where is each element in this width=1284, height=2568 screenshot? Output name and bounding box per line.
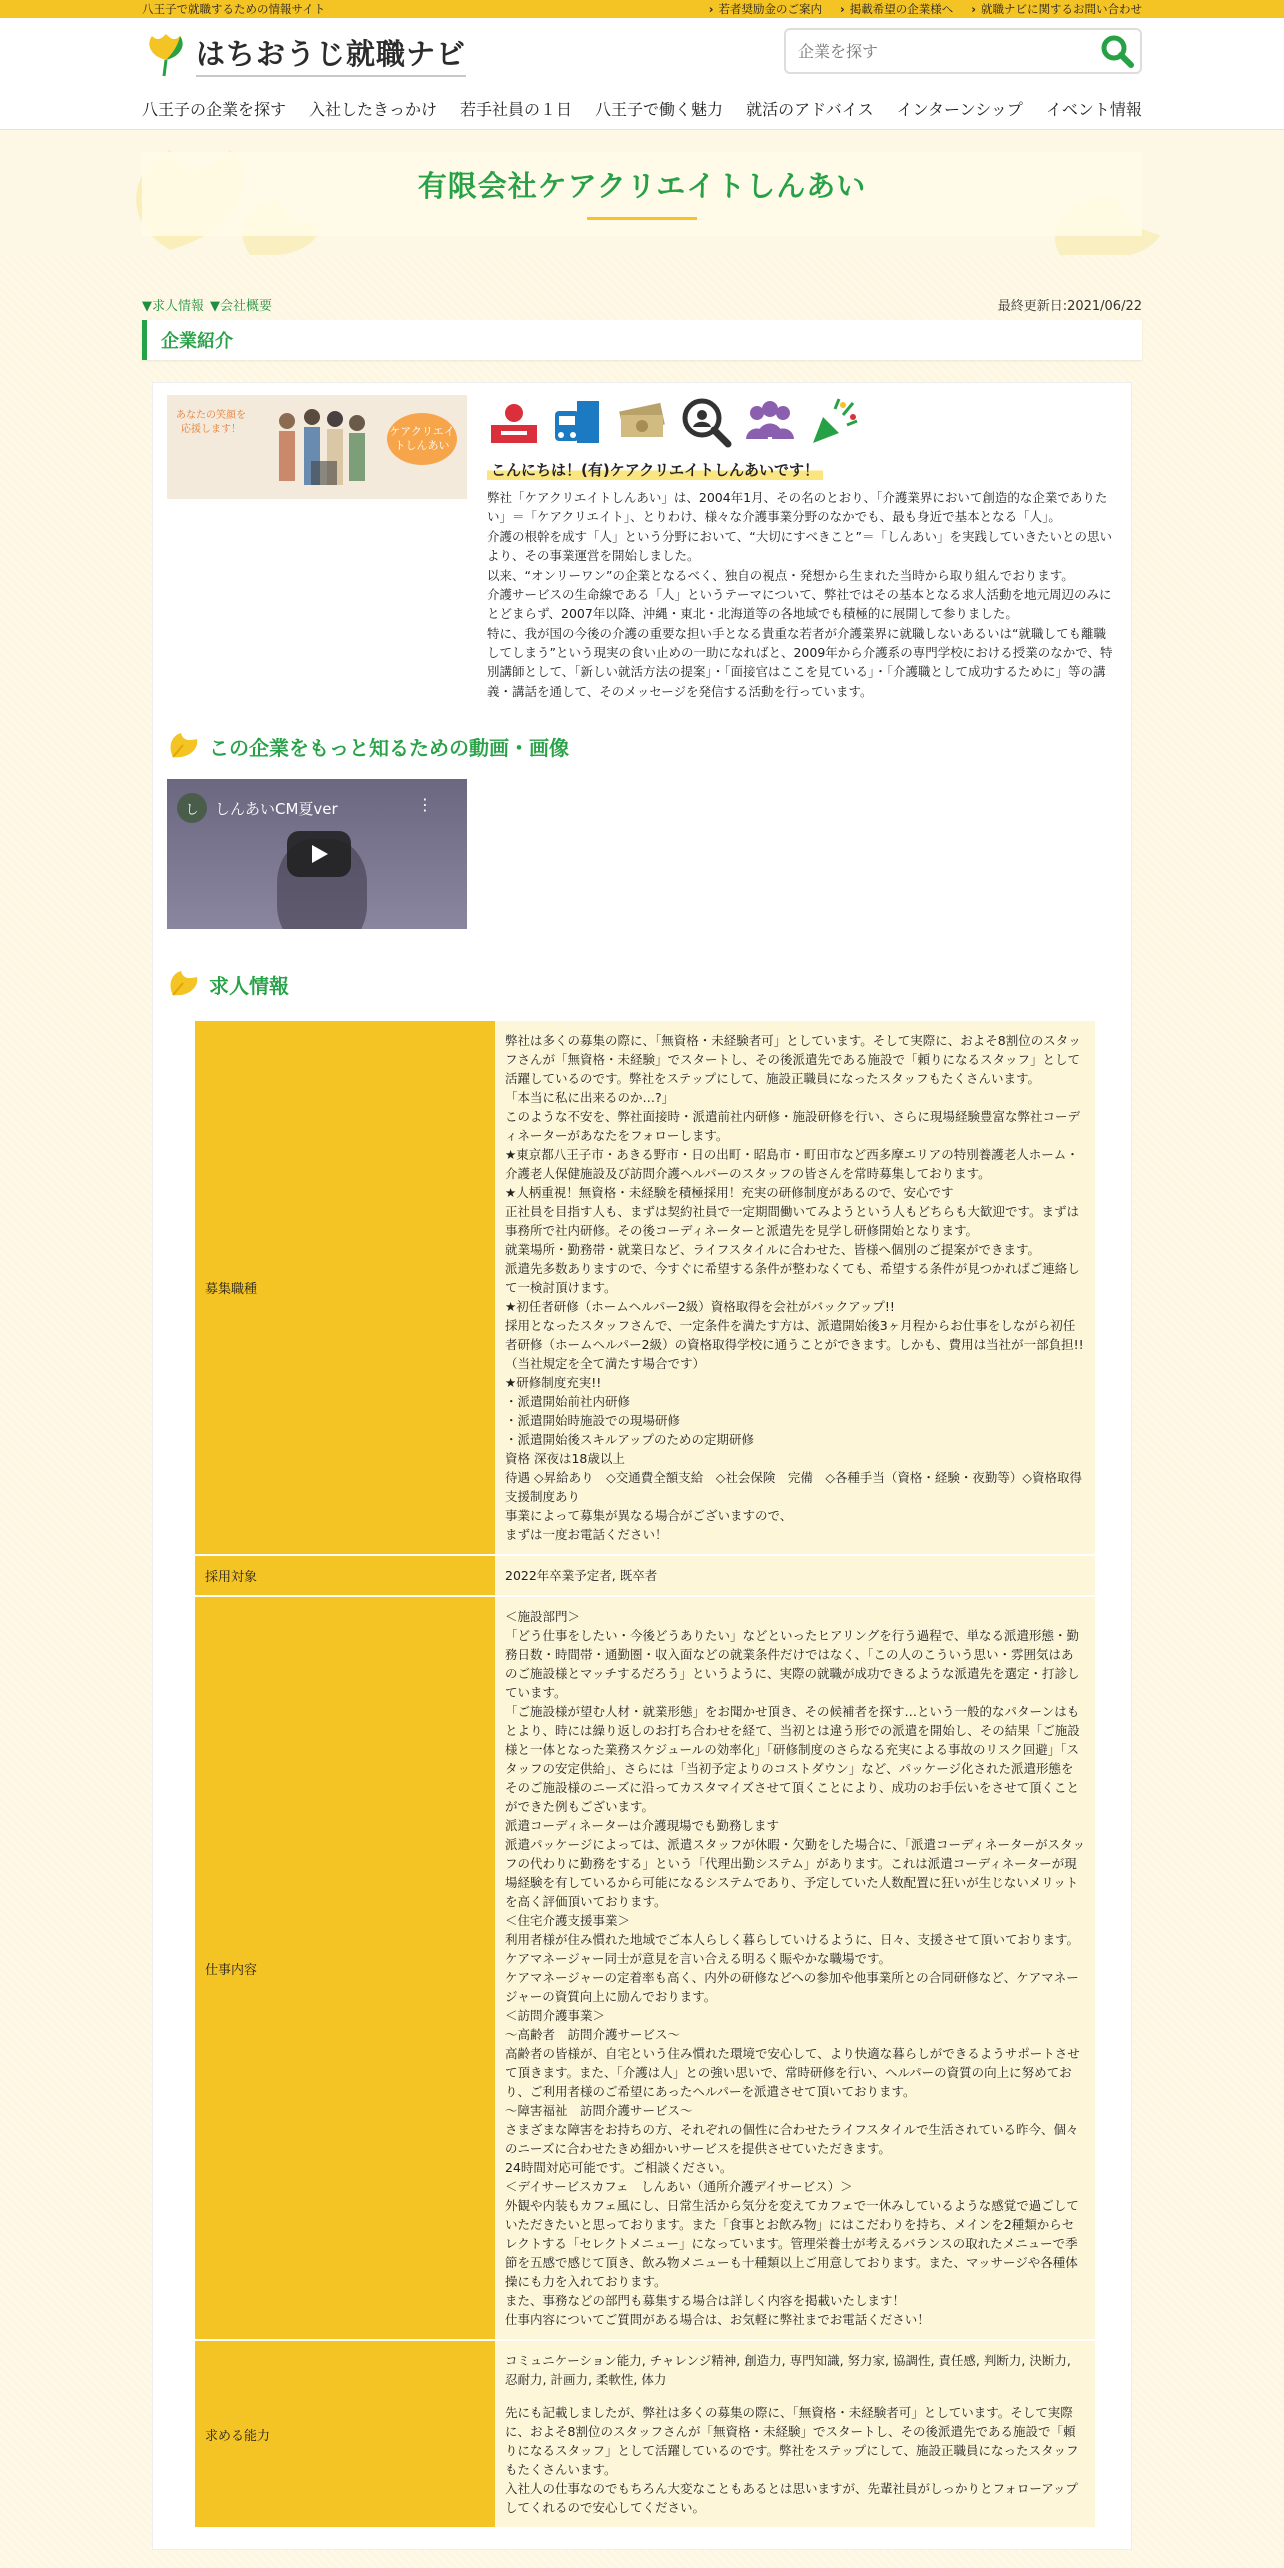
text-line: ★人柄重視！無資格・未経験を積極採用！充実の研修制度があるので、安心です	[505, 1185, 954, 1201]
text-line: ～高齢者 訪問介護サービス～	[505, 2027, 681, 2043]
nav-item-internship[interactable]: インターンシップ	[896, 100, 1023, 119]
search-button[interactable]	[1094, 30, 1140, 72]
text-line: ・派遣開始前社内研修	[505, 1394, 631, 1410]
media-heading	[167, 731, 1117, 761]
text-line: このような不安を、弊社面接時・派遣前社内研修・施設研修を行い、さらに現場経験豊富な弊社コーディネーターがあなたをフォローします。	[505, 1109, 1081, 1144]
text-line: コミュニケーション能力, チャレンジ精神, 創造力, 専門知識, 努力家, 協調性, 責任感, 判断力, 決断力, 忍耐力, 計画力, 柔軟性, 体力	[505, 2353, 1071, 2388]
row-value	[495, 1021, 1095, 1555]
nav-item-appeal[interactable]: 八王子で働く魅力	[595, 100, 724, 119]
text-line: ～障害福祉 訪問介護サービス～	[505, 2103, 693, 2119]
ginkgo-leaf-icon	[167, 731, 201, 761]
text-line: ・派遣開始後スキルアップのための定期研修	[505, 1432, 755, 1448]
text-line: 就業場所・勤務帯・就業日など、ライフスタイルに合わせた、皆様へ個別のご提案ができます。	[505, 1242, 1041, 1258]
page-background	[0, 255, 1284, 2568]
company-name: 有限会社ケアクリエイトしんあい	[417, 169, 867, 203]
job-info-table	[195, 1021, 1095, 2529]
text-line	[505, 2389, 1085, 2403]
logo-text: はちおうじ就職ナビ	[196, 32, 466, 77]
text-line: ＜訪問介護事業＞	[505, 2008, 606, 2024]
team-icon	[743, 395, 797, 449]
money-icon	[615, 395, 669, 449]
jump-link-jobs[interactable]: ▼求人情報	[142, 299, 204, 314]
section-heading-company-intro: 企業紹介	[142, 320, 1142, 360]
text-line: 「ご施設様が望む人材・就業形態」をお聞かせ頂き、その候補者を探す…という一般的なパターンはもとより、時には繰り返しのお打ち合わせを経て、当初とは違う形での派遣を開始し、その結果「ご施設様と一体となった業務スケジュールの効率化」「研修制度のさらなる充実による事故のリスク回避」「スタッフの安定供給」、さらには「当初予定よりのコストダウン」など、パッケージ化された派遣形態をそのご施設様のニーズに沿ってカスタマイズさせて頂くことにより、成功のお手伝いをさせて頂くことができた例もございます。	[505, 1704, 1080, 1815]
text-line: 利用者様が住み慣れた地域でご本人らしく暮らしていけるように、日々、支援させて頂いております。	[505, 1932, 1080, 1948]
banner-slogan: あなたの笑顔を応援します！	[176, 410, 246, 435]
text-line: ＜施設部門＞	[505, 1609, 581, 1625]
text-line: また、事務などの部門も募集する場合は詳しく内容を掲載いたします！	[505, 2293, 906, 2309]
intro-paragraph: 弊社「ケアクリエイトしんあい」は、2004年1月、その名のとおり、「介護業界において創造的な企業でありたい」＝「ケアクリエイト」、とりわけ、様々な介護事業分野のなかでも、最も身近で基本となる「人」。	[487, 490, 1108, 525]
staff-illustration	[267, 399, 377, 497]
play-button[interactable]	[287, 831, 351, 877]
text-line: 「本当に私に出来るのか…?」	[505, 1090, 675, 1106]
row-label: 仕事内容	[195, 1596, 495, 2340]
media-heading-text: この企業をもっと知るための動画・画像	[209, 735, 569, 760]
youtube-video-player[interactable]	[167, 779, 467, 929]
text-line: 外観や内装もカフェ風にし、日常生活から気分を変えてカフェで一休みしているような感覚で過ごしていただきたいと思っております。また「食事とお飲み物」にはこだわりを持ち、メインを2種類からセレクトする「セレクトメニュー」になっています。管理栄養士が考えるバランスの取れたメニューで季節を五感で感じて頂き、飲み物メニューも十種類以上ご用意しております。また、マッサージや各種体操にも力を入れております。	[505, 2198, 1079, 2290]
text-line: 仕事内容についてご質問がある場合は、お気軽に弊社までお電話ください！	[505, 2312, 930, 2328]
ginkgo-leaf-icon	[142, 30, 190, 78]
text-line: 先にも記載しましたが、弊社は多くの募集の際に、「無資格・未経験者可」としています。そして実際に、およそ8割位のスタッフさんが「無資格・未経験」でスタートし、その後派遣先である施設で「頼りになるスタッフ」として活躍しているのです。弊社をステップにして、施設正職員になったスタッフもたくさんいます。	[505, 2405, 1079, 2478]
jobs-heading	[167, 969, 1117, 999]
intro-paragraph: 介護の根幹を成す「人」という分野において、“大切にすべきこと”＝「しんあい」を実践していきたいとの思いより、その事業運営を開始しました。	[487, 528, 1112, 564]
company-search	[784, 28, 1142, 74]
table-row	[195, 2340, 1095, 2528]
row-value	[495, 2340, 1095, 2528]
text-line: 正社員を目指す人も、まずは契約社員で一定期間働いてみようという人もどちらも大歓迎です。まずは事務所で社内研修。その後コーディネーターと派遣先を見学し研修開始となります。	[505, 1204, 1080, 1239]
last-updated: 最終更新日:2021/06/22	[997, 299, 1142, 314]
text-line: ケアマネージャーの定着率も高く、内外の研修などへの参加や他事業所との合同研修など、ケアマネージャーの資質向上に励んでおります。	[505, 1970, 1079, 2005]
link-contact[interactable]: › 就職ナビに関するお問い合わせ	[971, 1, 1142, 17]
celebration-icon	[807, 395, 861, 449]
text-line: ★研修制度充実!!	[505, 1375, 602, 1391]
text-line: ★初任者研修（ホームヘルパー2級）資格取得を会社がバックアップ!!	[505, 1299, 895, 1315]
title-underline	[587, 217, 697, 220]
video-title[interactable]: しんあいCM夏ver	[215, 799, 338, 818]
row-label: 求める能力	[195, 2340, 495, 2528]
link-youth-incentive[interactable]: › 若者奨励金のご案内	[709, 1, 822, 17]
text-line: 派遣パッケージによっては、派遣スタッフが休暇・欠勤をした場合に、「派遣コーディネーターがスタッフの代わりに勤務をする」という「代理出勤システム」があります。これは派遣コーディネーターが現場経験を有しているから可能になるシステムであり、予定していた人数配置に狂いが生じないメリットを高く評価頂いております。	[505, 1837, 1086, 1910]
company-title-box	[142, 152, 1142, 236]
magnifier-person-icon	[679, 395, 733, 449]
jobs-heading-text: 求人情報	[209, 973, 289, 998]
text-line: さまざまな障害をお持ちの方、それぞれの個性に合わせたライフスタイルで生活されている昨今、個々のニーズに合わせたきめ細かいサービスを提供させていただきます。	[505, 2122, 1079, 2157]
hero-banner	[0, 130, 1284, 255]
text-line: ・派遣開始時施設での現場研修	[505, 1413, 681, 1429]
more-options-icon[interactable]: ⋮	[417, 795, 433, 815]
text-line: まずは一度お電話ください！	[505, 1527, 668, 1543]
site-logo[interactable]	[142, 30, 466, 78]
company-introduction	[487, 488, 1117, 701]
site-header	[0, 18, 1284, 130]
table-row	[195, 1021, 1095, 1555]
search-icon	[1100, 34, 1134, 68]
text-line: 高齢者の皆様が、自宅という住み慣れた環境で安心して、より快適な暮らしができるようサポートさせて頂きます。また、「介護は人」との強い思いで、常時研修を行い、ヘルパーの資質の向上に努めており、ご利用者様のご希望にあったヘルパーを派遣させて頂いております。	[505, 2046, 1080, 2100]
text-line: 派遣先多数ありますので、今すぐに希望する条件が整わなくても、希望する条件が見つかればご連絡して一検討頂けます。	[505, 1261, 1080, 1296]
row-value: 2022年卒業予定者, 既卒者	[495, 1555, 1095, 1596]
row-value	[495, 1596, 1095, 2340]
content-wrapper	[142, 255, 1142, 2550]
transit-icon	[551, 395, 605, 449]
text-line: 「どう仕事をしたい・今後どうありたい」などといったヒアリングを行う過程で、単なる派遣形態・勤務日数・時間帯・通勤圏・収入面などの就業条件だけではなく、「この人のこういう思い・雰囲気はあのご施設様とマッチするだろう」というように、実際の就職が成功できるような派遣先を選定・打診しています。	[505, 1628, 1080, 1701]
text-line: ケアマネージャー同士が意見を言い合える明るく賑やかな職場です。	[505, 1951, 892, 1967]
jump-link-overview[interactable]: ▼会社概要	[210, 299, 272, 314]
play-icon	[308, 843, 330, 865]
text-line: 採用となったスタッフさんで、一定条件を満たす方は、派遣開始後3ヶ月程からお仕事をしながら初任者研修（ホームヘルパー2級）の資格取得学校に通うことができます。しかも、費用は当社が一部負担!!（当社規定を全て満たす場合です）	[505, 1318, 1084, 1372]
intro-paragraph: 介護サービスの生命線である「人」というテーマについて、弊社ではその基本となる求人活動を地元周辺のみにとどまらず、2007年以降、沖縄・東北・北海道等の各地域でも積極的に展開して参りました。	[487, 586, 1112, 622]
text-line: 資格 深夜は18歳以上	[505, 1451, 625, 1467]
text-line: 24時間対応可能です。ご相談ください。	[505, 2160, 733, 2176]
company-card	[152, 382, 1132, 2550]
table-row	[195, 1555, 1095, 1596]
nav-item-search-companies[interactable]: 八王子の企業を探す	[142, 100, 287, 119]
text-line: 事業によって募集が異なる場合がございますので、	[505, 1508, 793, 1524]
row-label: 採用対象	[195, 1555, 495, 1596]
intro-paragraph: 以来、“オンリーワン”の企業となるべく、独自の視点・発想から生まれた当時から取り組んでおります。	[487, 567, 1074, 583]
nav-item-reasons[interactable]: 入社したきっかけ	[309, 100, 438, 119]
text-line: 弊社は多くの募集の際に、「無資格・未経験者可」としています。そして実際に、およそ8割位のスタッフさんが「無資格・未経験」でスタートし、その後派遣先である施設で「頼りになるスタッフ」として活躍しているのです。弊社をステップにして、施設正職員になったスタッフもたくさんいます。	[505, 1033, 1081, 1087]
video-title-bar	[177, 793, 338, 823]
table-row	[195, 1596, 1095, 2340]
main-nav	[142, 93, 1142, 124]
intro-paragraph: 特に、我が国の今後の介護の重要な担い手となる貴重な若者が介護業界に就職しないあるいは“就職しても離職してしまう”という現実の食い止めの一助になればと、2009年から介護系の専門学校における授業のなかで、特別講師として、「新しい就活方法の提案」・「面接官はここを見ている」・「介護職として成功するために」等の講義・講話を通して、そのメッセージを発信する活動を行っています。	[487, 625, 1113, 699]
text-line: ★東京都八王子市・あきる野市・日の出町・昭島市・町田市など西多摩エリアの特別養護老人ホーム・介護老人保健施設及び訪問介護ヘルパーのスタッフの皆さんを常時募集しております。	[505, 1147, 1079, 1182]
text-line: 入社人の仕事なのでもちろん大変なこともあるとは思いますが、先輩社員がしっかりとフォローアップしてくれるので安心してください。	[505, 2481, 1078, 2516]
hiring-icon	[487, 395, 541, 449]
text-line: ＜デイサービスカフェ しんあい（通所介護デイサービス）＞	[505, 2179, 853, 2195]
company-banner-image	[167, 395, 467, 499]
ginkgo-leaf-icon	[167, 969, 201, 999]
greeting-heading: こんにちは！(有)ケアクリエイトしんあいです！	[487, 459, 823, 480]
link-for-companies[interactable]: › 掲載希望の企業様へ	[840, 1, 953, 17]
site-tagline: 八王子で就職するための情報サイト	[142, 2, 326, 16]
text-line: 派遣コーディネーターは介護現場でも勤務します	[505, 1818, 780, 1834]
search-input[interactable]	[798, 42, 1094, 61]
row-label: 募集職種	[195, 1021, 495, 1555]
nav-item-advice[interactable]: 就活のアドバイス	[746, 100, 874, 119]
top-utility-bar	[0, 0, 1284, 18]
breadcrumb	[142, 295, 1142, 314]
nav-item-day-in-life[interactable]: 若手社員の１日	[460, 100, 573, 119]
intro-block	[167, 395, 1117, 701]
text-line: 待遇 ◇昇給あり ◇交通費全額支給 ◇社会保険 完備 ◇各種手当（資格・経験・夜勤等）◇資格取得支援制度あり	[505, 1470, 1083, 1505]
text-line: ＜住宅介護支援事業＞	[505, 1913, 631, 1929]
feature-icons	[487, 395, 1117, 449]
channel-avatar[interactable]: し	[177, 793, 207, 823]
nav-item-events[interactable]: イベント情報	[1045, 100, 1142, 119]
banner-badge: ケアクリエイトしんあい	[387, 413, 457, 465]
